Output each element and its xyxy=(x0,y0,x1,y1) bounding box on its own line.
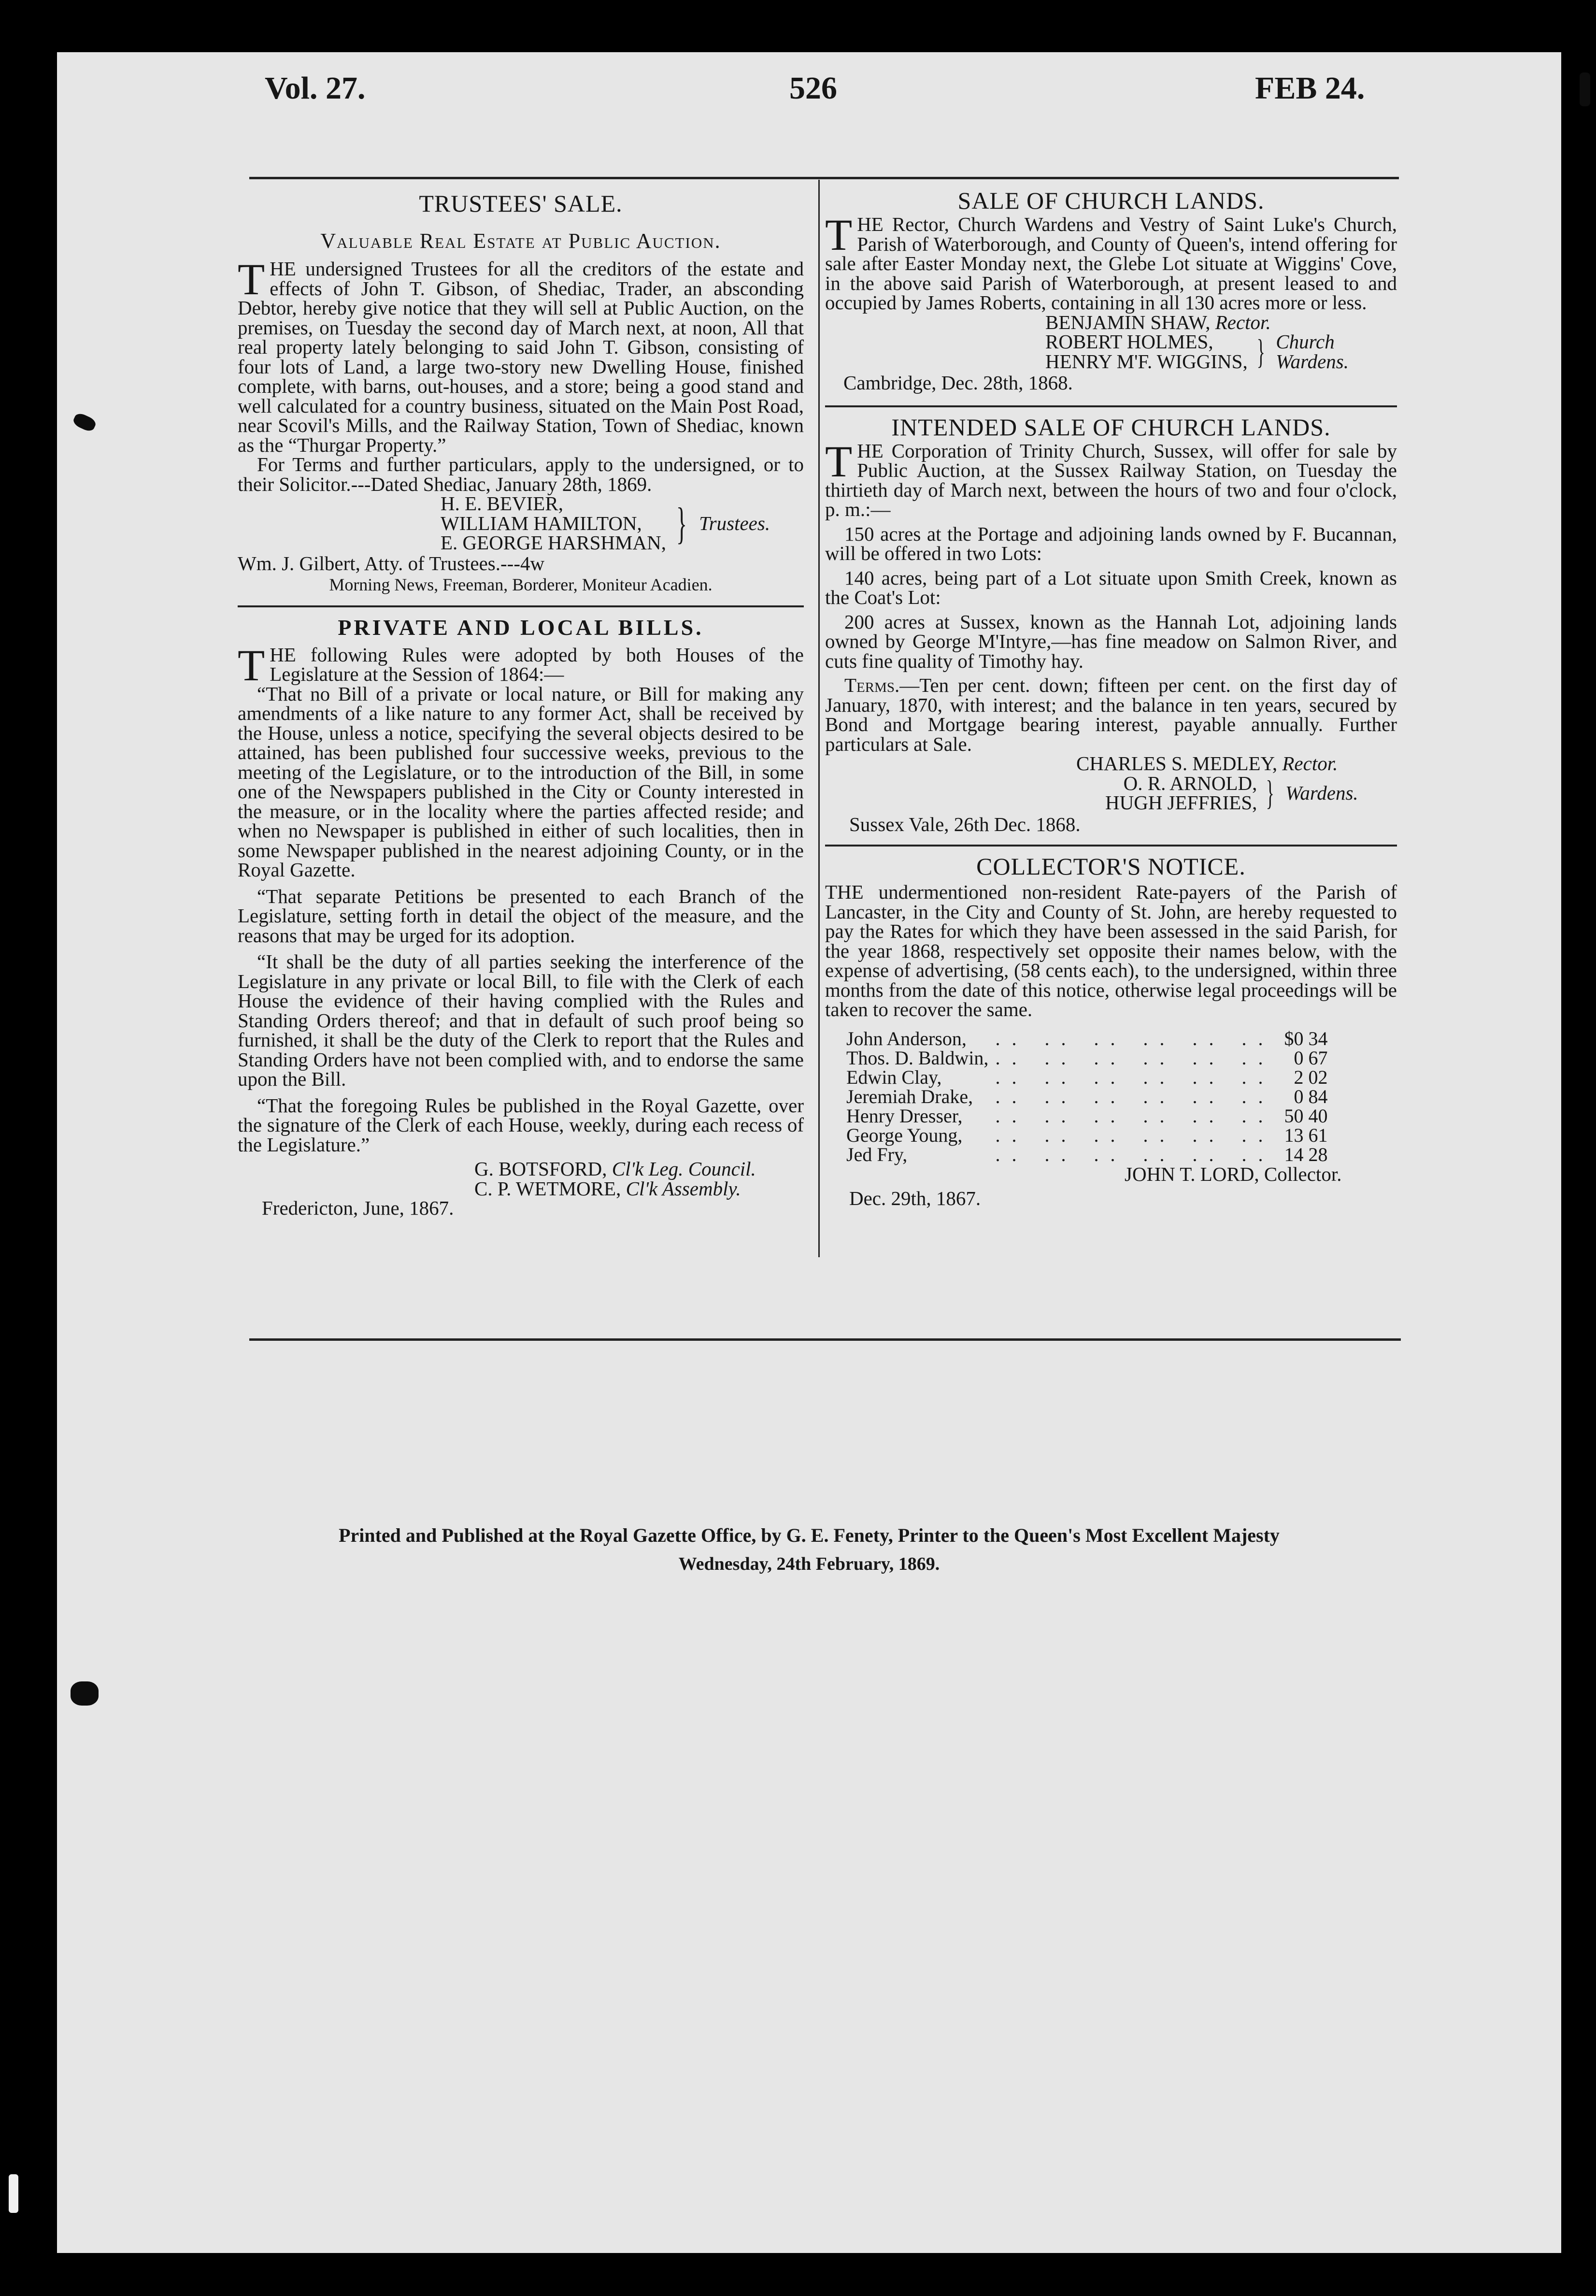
rule-1: “That no Bill of a private or local nature, or Bill for making any amendments of a like nature to any former Act, shall be received by the House, unless a notice, specifying the several objects desired to be attained, has been published four successive weeks, previous to the meeting of the Legislature, or to the introduction of the Bill, in some one of the Newspapers published in the City or County interested in the measure, or in the locality where the parties affected reside; and when no Newspaper is published in either of such localities, then in some Newspaper published in the nearest adjoining County, or in the Royal Gazette. xyxy=(238,682,804,881)
trustees-role: Trustees. xyxy=(699,512,770,534)
private-bills-place-date: Fredericton, June, 1867. xyxy=(262,1197,454,1219)
ink-blot-left-lower xyxy=(71,1681,99,1706)
column-divider xyxy=(818,180,820,1257)
rector-medley: CHARLES S. MEDLEY, Rector. xyxy=(1076,752,1338,775)
right-column xyxy=(825,187,1397,1208)
ratepayer-amount: 13 61 xyxy=(1284,1124,1328,1146)
intended-sale-body: THE Corporation of Trinity Church, Sussex, will offer for sale by Public Auction, at the Sussex Railway Station, on Tuesday the thirtieth day of March next, between the hours of two and four o'clock, p. m.:— xyxy=(825,436,1397,520)
header-rule xyxy=(249,177,1399,179)
collectors-notice-title: COLLECTOR'S NOTICE. xyxy=(976,853,1246,880)
ratepayer-amount: 50 40 xyxy=(1284,1105,1328,1127)
section-rule xyxy=(825,405,1397,407)
trustee-2: WILLIAM HAMILTON, xyxy=(441,512,642,534)
intended-sale-place-date: Sussex Vale, 26th Dec. 1868. xyxy=(849,813,1081,835)
bottom-rule xyxy=(249,1338,1401,1341)
warden-jeffries: HUGH JEFFRIES, xyxy=(1105,791,1257,814)
leader-dots: .. .. .. .. .. .. xyxy=(995,1066,1275,1088)
church-wardens xyxy=(1045,332,1397,371)
left-column xyxy=(238,189,804,1218)
rule-3: “It shall be the duty of all parties seeking the interference of the Legislature in any private or local Bill, to file with the Clerk of each House the evidence of their having complied with the Rules and Standing Orders thereof; and that in default of such proof being so furnished, it shall be the duty of the Clerk to report that the Rules and Standing Orders have not been complied with, and to endorse the same upon the Bill. xyxy=(238,950,804,1090)
leader-dots: .. .. .. .. .. .. xyxy=(995,1085,1275,1107)
dropcap: T xyxy=(825,436,853,486)
lot-coats: 140 acres, being part of a Lot situate upon Smith Creek, known as the Coat's Lot: xyxy=(825,566,1397,608)
leader-dots: .. .. .. .. .. .. xyxy=(995,1047,1275,1069)
table-row xyxy=(846,1145,1327,1164)
church-lands-place-date: Cambridge, Dec. 28th, 1868. xyxy=(843,372,1073,394)
ink-blot-top xyxy=(1580,72,1590,106)
ratepayer-amount: 0 67 xyxy=(1294,1047,1328,1069)
ratepayers-table xyxy=(846,1029,1327,1164)
ratepayer-name: Thos. D. Baldwin, xyxy=(846,1047,989,1069)
ratepayer-amount: 14 28 xyxy=(1284,1143,1328,1165)
lot-hannah: 200 acres at Sussex, known as the Hannah Lot, adjoining lands owned by George M'Intyre,—has fine meadow on Salmon River, and cuts fine quality of Timothy hay. xyxy=(825,610,1397,672)
page-number: 526 xyxy=(789,71,837,106)
attorney-line: Wm. J. Gilbert, Atty. of Trustees.---4w xyxy=(238,552,545,574)
trinity-wardens xyxy=(1105,774,1397,813)
signature-wetmore: C. P. WETMORE, Cl'k Assembly. xyxy=(474,1177,741,1200)
section-rule xyxy=(238,605,804,607)
trustees-sale-subtitle: Valuable Real Estate at Public Auction. xyxy=(320,229,721,253)
ratepayer-amount: 2 02 xyxy=(1294,1066,1328,1088)
trustee-3: E. GEORGE HARSHMAN, xyxy=(441,531,666,554)
ratepayer-name: Jed Fry, xyxy=(846,1143,908,1165)
signature-botsford: G. BOTSFORD, Cl'k Leg. Council. xyxy=(474,1158,756,1180)
church-lands-body: THE Rector, Church Wardens and Vestry of Saint Luke's Church, Parish of Waterborough, and County of Queen's, intend offering for sale after Easter Monday next, the Glebe Lot situate at Wiggins' Cove, in the above said Parish of Waterborough, at present leased to and occupied by James Roberts, containing in all 130 acres more or less. xyxy=(825,210,1397,314)
collector-signature: JOHN T. LORD, Collector. xyxy=(1125,1162,1342,1185)
church-lands-title: SALE OF CHURCH LANDS. xyxy=(957,187,1265,214)
table-row xyxy=(846,1087,1327,1106)
table-row xyxy=(846,1106,1327,1126)
newspapers-line: Morning News, Freeman, Borderer, Moniteur Acadien. xyxy=(329,575,712,594)
ratepayer-name: Edwin Clay, xyxy=(846,1066,942,1088)
private-bills-intro: THE following Rules were adopted by both Houses of the Legislature at the Session of 1864:— xyxy=(238,640,804,690)
ratepayer-amount: 0 84 xyxy=(1294,1085,1328,1107)
warden-holmes: ROBERT HOLMES, xyxy=(1045,330,1213,353)
table-row xyxy=(846,1029,1327,1048)
lot-portage: 150 acres at the Portage and adjoining lands owned by F. Bucannan, will be offered in two Lots: xyxy=(825,522,1397,564)
table-row xyxy=(846,1048,1327,1068)
trustee-1: H. E. BEVIER, xyxy=(441,492,563,515)
trustees-signatures xyxy=(441,494,804,553)
issue-date: FEB 24. xyxy=(1255,71,1365,106)
trinity-wardens-role: Wardens. xyxy=(1285,781,1358,804)
ratepayer-name: Jeremiah Drake, xyxy=(846,1085,973,1107)
brace: } xyxy=(1256,332,1265,371)
table-row xyxy=(846,1068,1327,1087)
dropcap: T xyxy=(238,640,265,690)
ratepayer-name: Henry Dresser, xyxy=(846,1105,963,1127)
leader-dots: .. .. .. .. .. .. xyxy=(995,1027,1275,1049)
ratepayer-name: John Anderson, xyxy=(846,1027,967,1049)
trustees-sale-terms: For Terms and further particulars, apply to the undersigned, or to their Solicitor.---Dated Shediac, January 28th, 1869. xyxy=(238,453,804,495)
brace: } xyxy=(1266,774,1275,812)
leader-dots: .. .. .. .. .. .. xyxy=(995,1105,1275,1127)
dropcap: T xyxy=(238,255,265,304)
intended-sale-terms: Terms.—Ten per cent. down; fifteen per cent. on the first day of January, 1870, with interest; and the balance in ten years, secured by Bond and Mortgage bearing interest, payable annually. Further particulars at Sale. xyxy=(825,674,1397,755)
brace: } xyxy=(676,498,687,548)
ratepayer-name: George Young, xyxy=(846,1124,963,1146)
ratepayer-amount: $0 34 xyxy=(1284,1027,1328,1049)
footer-printer-line: Printed and Published at the Royal Gazette Office, by G. E. Fenety, Printer to the Queen's Most Excellent Majesty xyxy=(339,1524,1280,1546)
dropcap: T xyxy=(825,210,853,259)
rule-2: “That separate Petitions be presented to each Branch of the Legislature, setting forth in detail the object of the measure, and the reasons that may be urged for its adoption. xyxy=(238,885,804,947)
trustees-sale-body: THE undersigned Trustees for all the creditors of the estate and effects of John T. Gibson, of Shediac, Trader, an absconding Debtor, hereby give notice that they will sell at Public Auction, on the premises, on Tuesday the second day of March next, at noon, All that real property lately belonging to said John T. Gibson, consisting of four lots of Land, a large two-story new Dwelling House, finished complete, with barns, out-houses, and a store; being a good stand and well calculated for a country business, situated on the Main Post Road, near Scovil's Mills, and the Railway Station, Town of Shediac, known as the “Thurgar Property.” xyxy=(238,255,804,456)
warden-arnold: O. R. ARNOLD, xyxy=(1123,772,1257,794)
footer-date-line: Wednesday, 24th February, 1869. xyxy=(678,1554,940,1574)
warden-wiggins: HENRY M'F. WIGGINS, xyxy=(1045,350,1248,373)
trustees-sale-title: TRUSTEES' SALE. xyxy=(419,190,623,217)
collectors-notice-body: THE undermentioned non-resident Rate-payers of the Parish of Lancaster, in the City and County of St. John, are hereby requested to pay the Rates for which they have been assessed in the said Parish, for the year 1868, respectively set opposite their names below, with the expense of advertising, (58 cents each), to the undersigned, within three months from the date of this notice, otherwise legal proceedings will be taken to recover the same. xyxy=(825,881,1397,1020)
intended-sale-title: INTENDED SALE OF CHURCH LANDS. xyxy=(891,413,1331,441)
ink-blot-bottom-left xyxy=(9,2174,18,2213)
wardens-role-1: Church xyxy=(1276,330,1335,353)
leader-dots: .. .. .. .. .. .. xyxy=(995,1143,1275,1165)
rule-4: “That the foregoing Rules be published in the Royal Gazette, over the signature of the Clerk of each House, weekly, during each recess of the Legislature.” xyxy=(238,1094,804,1156)
collectors-notice-date: Dec. 29th, 1867. xyxy=(849,1187,981,1209)
volume-label: Vol. 27. xyxy=(265,71,366,106)
private-bills-title: PRIVATE AND LOCAL BILLS. xyxy=(338,615,704,640)
leader-dots: .. .. .. .. .. .. xyxy=(995,1124,1275,1146)
rector-shaw: BENJAMIN SHAW, Rector. xyxy=(1045,311,1271,333)
table-row xyxy=(846,1126,1327,1145)
section-rule xyxy=(825,845,1397,847)
wardens-role-2: Wardens. xyxy=(1276,350,1349,373)
